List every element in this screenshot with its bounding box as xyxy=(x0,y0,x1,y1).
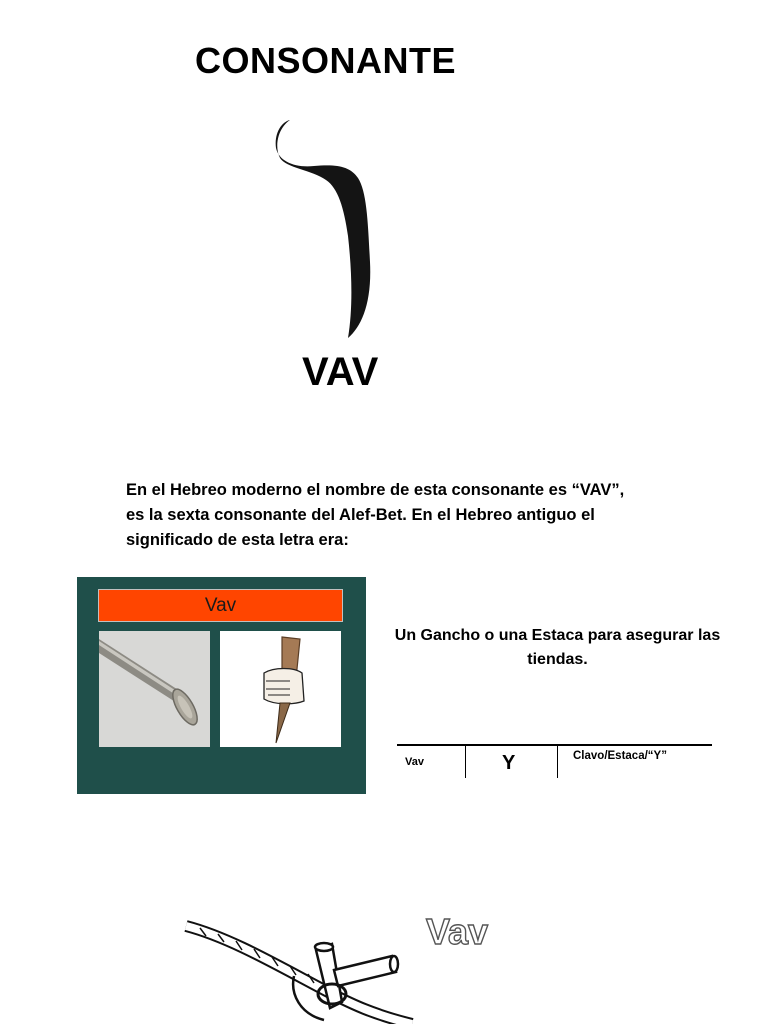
page-title: CONSONANTE xyxy=(195,40,457,81)
pictograph-table-row xyxy=(397,744,712,778)
hebrew-letter-vav xyxy=(272,112,382,344)
letter-name: VAV xyxy=(302,350,379,394)
vav-pictograph-card xyxy=(77,577,366,794)
table-cell-name: Vav xyxy=(397,746,466,778)
stake-in-hand-image xyxy=(220,631,341,747)
card-header: Vav xyxy=(98,589,343,622)
table-cell-letter: Y xyxy=(466,746,558,778)
intro-line: significado de esta letra era: xyxy=(126,531,349,549)
rope-tied-to-peg-drawing xyxy=(182,910,422,1024)
meaning-line-1: Un Gancho o una Estaca para asegurar las xyxy=(394,627,721,644)
intro-line: En el Hebreo moderno el nombre de esta consonante es “VAV”, xyxy=(126,481,625,499)
meaning-line-2: tiendas. xyxy=(527,651,588,668)
intro-paragraph xyxy=(126,478,666,553)
nail-image xyxy=(99,631,210,747)
meaning-text xyxy=(380,624,735,672)
intro-line: es la sexta consonante del Alef-Bet. En el Hebreo antiguo el xyxy=(126,506,595,524)
outline-word-vav xyxy=(424,908,514,954)
table-cell-meaning: Clavo/Estaca/“Y” xyxy=(573,750,667,762)
outline-word-text: Vav xyxy=(426,911,489,952)
